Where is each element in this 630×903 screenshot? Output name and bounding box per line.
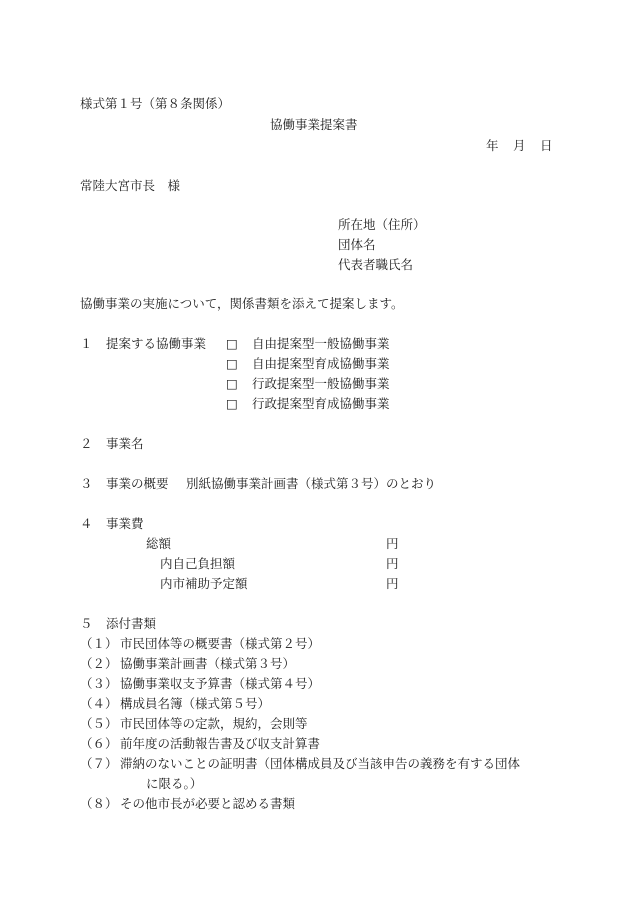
section-4-label: 事業費: [106, 516, 144, 531]
attachment-8-text: その他市長が必要と認める書類: [120, 796, 296, 811]
section-1-number: １: [80, 336, 93, 351]
cost-self-unit: 円: [386, 556, 399, 571]
attachment-7-number: （７）: [80, 756, 118, 771]
checkbox-option-3[interactable]: □: [226, 376, 238, 391]
form-number-label: 様式第１号（第８条関係）: [80, 96, 231, 111]
date-month-label: 月: [513, 138, 526, 153]
attachment-5-text: 市民団体等の定款，規約，会則等: [120, 716, 308, 731]
intro-text: 協働事業の実施について，関係書類を添えて提案します。: [80, 296, 404, 311]
attachment-7-continuation: に限る。）: [146, 776, 203, 791]
attachment-4-number: （４）: [80, 696, 118, 711]
checkbox-option-1[interactable]: □: [226, 336, 238, 351]
checkbox-option-2[interactable]: □: [226, 356, 238, 371]
address-label: 所在地（住所）: [338, 217, 426, 232]
attachment-3-text: 協働事業収支予算書（様式第４号）: [120, 676, 321, 691]
checkbox-option-4[interactable]: □: [226, 396, 238, 411]
document-title: 協働事業提案書: [270, 117, 358, 132]
option-3-label: 行政提案型一般協働事業: [252, 376, 390, 391]
attachment-7-text: 滞納のないことの証明書（団体構成員及び当該申告の義務を有する団体: [120, 756, 521, 771]
option-1-label: 自由提案型一般協働事業: [252, 336, 390, 351]
attachment-4-text: 構成員名簿（様式第５号）: [120, 696, 271, 711]
cost-total-label: 総額: [146, 536, 172, 551]
section-5-number: ５: [80, 616, 93, 631]
section-2-number: ２: [80, 436, 93, 451]
attachment-2-number: （２）: [80, 656, 118, 671]
cost-total-unit: 円: [386, 536, 399, 551]
attachment-3-number: （３）: [80, 676, 118, 691]
section-4-number: ４: [80, 516, 93, 531]
section-3-label: 事業の概要: [106, 476, 169, 491]
section-2-label: 事業名: [106, 436, 144, 451]
section-1-label: 提案する協働事業: [106, 336, 207, 351]
date-year-label: 年: [486, 138, 499, 153]
attachment-5-number: （５）: [80, 716, 118, 731]
representative-label: 代表者職氏名: [338, 257, 414, 272]
option-2-label: 自由提案型育成協働事業: [252, 356, 390, 371]
section-5-label: 添付書類: [106, 616, 157, 631]
addressee: 常陸大宮市長 様: [80, 178, 181, 193]
organization-name-label: 団体名: [338, 237, 376, 252]
attachment-6-text: 前年度の活動報告書及び収支計算書: [120, 736, 321, 751]
attachment-6-number: （６）: [80, 736, 118, 751]
cost-subsidy-label: 内市補助予定額: [160, 576, 248, 591]
attachment-2-text: 協働事業計画書（様式第３号）: [120, 656, 296, 671]
date-day-label: 日: [540, 138, 553, 153]
attachment-8-number: （８）: [80, 796, 118, 811]
section-3-number: ３: [80, 476, 93, 491]
attachment-1-text: 市民団体等の概要書（様式第２号）: [120, 636, 321, 651]
attachment-1-number: （１）: [80, 636, 118, 651]
option-4-label: 行政提案型育成協働事業: [252, 396, 390, 411]
section-3-value: 別紙協働事業計画書（様式第３号）のとおり: [186, 476, 437, 491]
cost-subsidy-unit: 円: [386, 576, 399, 591]
cost-self-label: 内自己負担額: [160, 556, 236, 571]
